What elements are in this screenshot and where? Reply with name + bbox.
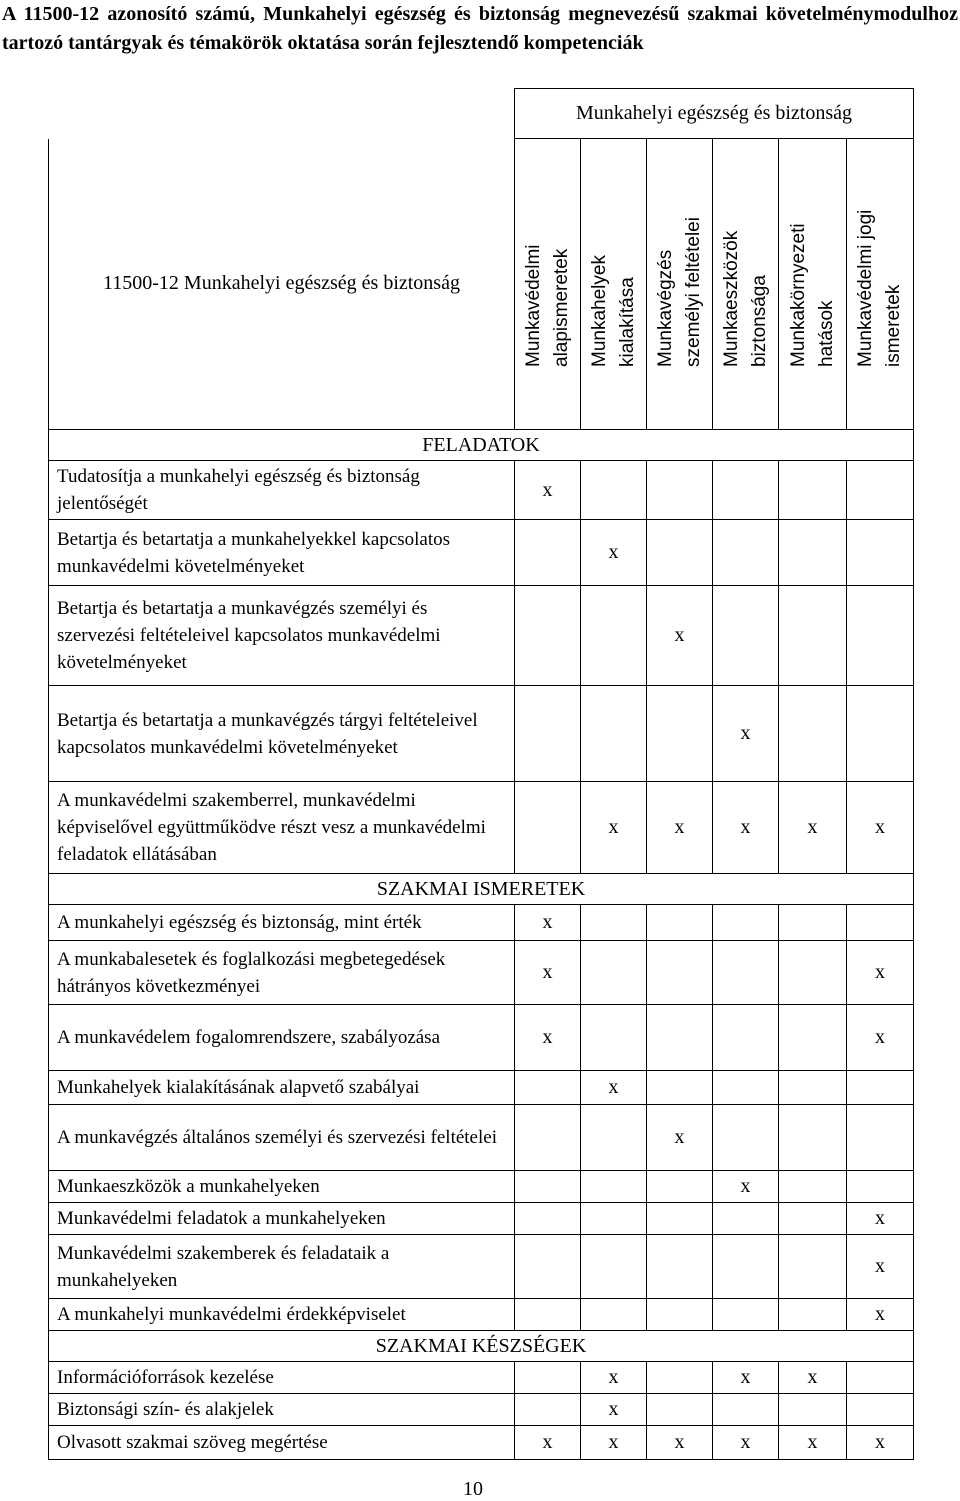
row-label: A munkavégzés általános személyi és szervezési feltételei [49,1105,515,1171]
column-header-2 [581,139,647,430]
section-header-row [49,430,914,461]
section-title: SZAKMAI KÉSZSÉGEK [49,1331,914,1362]
mark-cell [713,1071,779,1105]
mark-x: x [807,816,818,838]
mark-cell [647,520,713,586]
column-header-line: Munkavégzés [654,249,676,367]
mark-cell [647,461,713,520]
mark-cell [647,1071,713,1105]
mark-cell [847,586,914,686]
row-label: Munkahelyek kialakításának alapvető szabályai [49,1071,515,1105]
mark-x: x [875,1303,885,1325]
row-label: A munkahelyi egészség és biztonság, mint érték [49,905,515,941]
mark-cell [779,586,847,686]
column-header-6 [847,139,914,430]
mark-cell [515,1203,581,1235]
column-header-line: ismeretek [883,284,904,367]
column-header-3 [647,139,713,430]
mark-cell [847,1426,914,1460]
module-label: 11500-12 Munkahelyi egészség és biztonság [49,139,515,430]
row-label: Információforrások kezelése [49,1362,515,1394]
document-heading: A 11500-12 azonosító számú, Munkahelyi egészség és biztonság megnevezésű szakmai követelménymodulhoz tartozó tantárgyak és témakörök oktatása során fejlesztendő kompetenciák [2,3,958,54]
mark-cell [647,586,713,686]
mark-x: x [875,1026,885,1048]
mark-cell [647,1203,713,1235]
mark-x: x [608,1076,619,1098]
mark-cell [647,686,713,782]
mark-cell [713,686,779,782]
mark-cell [847,461,914,520]
competency-table [48,88,914,1460]
mark-cell [581,1005,647,1071]
mark-x: x [608,1398,619,1420]
table-row [49,1105,914,1171]
table-row [49,905,914,941]
table-row [49,1235,914,1299]
mark-cell [581,520,647,586]
table-row [49,1171,914,1203]
mark-cell [515,461,581,520]
page-number: 10 [463,1478,483,1500]
mark-cell [779,1235,847,1299]
mark-cell [779,461,847,520]
mark-x: x [740,1366,751,1388]
mark-x: x [740,816,751,838]
mark-x: x [740,1431,751,1453]
mark-cell [713,586,779,686]
mark-cell [647,1394,713,1426]
mark-cell [515,1171,581,1203]
mark-x: x [608,541,619,563]
mark-x: x [875,1431,885,1453]
mark-cell [779,1105,847,1171]
table-row [49,1005,914,1071]
mark-cell [713,1394,779,1426]
mark-cell [515,1362,581,1394]
mark-x: x [875,816,885,838]
mark-cell [581,1203,647,1235]
mark-cell [515,1394,581,1426]
mark-cell [515,1426,581,1460]
mark-x: x [674,1431,685,1453]
mark-cell [581,782,647,874]
section-header-row [49,1331,914,1362]
table-row [49,586,914,686]
row-label: Betartja és betartatja a munkahelyekkel kapcsolatos munkavédelmi követelményeket [49,520,515,586]
mark-cell [515,905,581,941]
mark-cell [847,1005,914,1071]
mark-cell [847,1235,914,1299]
table-row [49,1394,914,1426]
table-row [49,1203,914,1235]
mark-cell [713,782,779,874]
mark-cell [847,1362,914,1394]
table-row [49,1362,914,1394]
mark-cell [847,1105,914,1171]
mark-cell [847,1394,914,1426]
mark-x: x [807,1366,818,1388]
mark-x: x [674,624,685,646]
mark-x: x [875,1207,885,1229]
mark-cell [847,1299,914,1331]
mark-cell [779,1005,847,1071]
mark-cell [779,1299,847,1331]
row-label: Munkavédelmi feladatok a munkahelyeken [49,1203,515,1235]
mark-cell [713,905,779,941]
mark-cell [581,1299,647,1331]
column-header-line: kialakítása [616,277,638,367]
column-header-line: Munkaeszközök [720,230,742,367]
row-label: Munkavédelmi szakemberek és feladataik a munkahelyeken [49,1235,515,1299]
mark-cell [779,520,847,586]
mark-x: x [542,478,553,501]
mark-cell [713,461,779,520]
mark-cell [581,905,647,941]
group-title-row [49,89,914,139]
table-row [49,1299,914,1331]
mark-cell [779,782,847,874]
mark-cell [515,520,581,586]
mark-cell [847,905,914,941]
mark-x: x [542,1026,553,1048]
mark-cell [713,1005,779,1071]
mark-cell [647,1426,713,1460]
table-row [49,686,914,782]
mark-x: x [542,911,553,933]
mark-x: x [674,1126,685,1148]
mark-cell [647,782,713,874]
row-label: Tudatosítja a munkahelyi egészség és biztonság jelentőségét [49,461,515,520]
mark-cell [647,1235,713,1299]
mark-x: x [542,1431,553,1453]
mark-cell [713,1203,779,1235]
mark-x: x [807,1431,818,1453]
column-header-1 [515,139,581,430]
mark-cell [515,1235,581,1299]
mark-cell [647,1171,713,1203]
mark-cell [713,1105,779,1171]
mark-cell [515,941,581,1005]
group-title: Munkahelyi egészség és biztonság [515,89,914,139]
row-label: A munkavédelem fogalomrendszere, szabályozása [49,1005,515,1071]
mark-x: x [674,816,685,838]
mark-cell [779,905,847,941]
mark-cell [581,1362,647,1394]
mark-x: x [875,961,885,983]
mark-cell [779,941,847,1005]
mark-cell [713,1299,779,1331]
column-header-5 [779,139,847,430]
mark-cell [581,586,647,686]
mark-cell [647,1105,713,1171]
row-label: Betartja és betartatja a munkavégzés személyi és szervezési feltételeivel kapcsolatos munkavédelmi követelményeket [49,586,515,686]
mark-cell [581,461,647,520]
mark-x: x [875,1255,885,1277]
column-header-label [718,231,774,367]
mark-cell [581,686,647,782]
mark-cell [581,1426,647,1460]
mark-cell [515,782,581,874]
mark-cell [581,1235,647,1299]
row-label: Olvasott szakmai szöveg megértése [49,1426,515,1460]
column-header-label [785,223,841,367]
column-header-line: Munkavédelmi [522,244,544,367]
mark-x: x [740,722,751,744]
mark-cell [647,1005,713,1071]
mark-cell [581,1105,647,1171]
column-header-label [586,255,642,367]
column-header-label [520,245,576,368]
mark-cell [515,686,581,782]
mark-cell [779,1071,847,1105]
mark-cell [647,941,713,1005]
row-label: Betartja és betartatja a munkavégzés tárgyi feltételeivel kapcsolatos munkavédelmi követelményeket [49,686,515,782]
column-header-line: személyi feltételei [682,217,704,367]
column-header-label [652,217,708,367]
column-header-label [852,210,908,367]
mark-cell [581,1071,647,1105]
mark-cell [647,1299,713,1331]
mark-cell [847,686,914,782]
column-header-line: biztonsága [748,275,770,367]
table-row [49,782,914,874]
column-header-row [49,139,914,430]
table-row [49,461,914,520]
mark-cell [581,1171,647,1203]
section-title: SZAKMAI ISMERETEK [49,874,914,905]
section-title: FELADATOK [49,430,914,461]
mark-cell [779,1362,847,1394]
mark-x: x [608,1431,619,1453]
mark-cell [713,941,779,1005]
table-row [49,520,914,586]
mark-cell [515,1071,581,1105]
mark-cell [779,1171,847,1203]
row-label: A munkabalesetek és foglalkozási megbetegedések hátrányos következményei [49,941,515,1005]
mark-x: x [608,1366,619,1388]
mark-cell [847,941,914,1005]
mark-cell [515,1105,581,1171]
mark-cell [779,1394,847,1426]
mark-x: x [542,961,553,983]
mark-cell [779,686,847,782]
mark-cell [713,1171,779,1203]
mark-cell [581,941,647,1005]
mark-cell [515,1299,581,1331]
mark-cell [713,1235,779,1299]
mark-cell [713,520,779,586]
column-header-line: Munkavédelmi jogi [855,209,876,367]
section-header-row [49,874,914,905]
mark-cell [779,1426,847,1460]
mark-cell [515,1005,581,1071]
mark-cell [847,520,914,586]
row-label: A munkahelyi munkavédelmi érdekképviselet [49,1299,515,1331]
mark-x: x [740,1175,751,1197]
mark-cell [713,1362,779,1394]
table-row [49,941,914,1005]
table-row [49,1071,914,1105]
mark-cell [581,1394,647,1426]
mark-cell [713,1426,779,1460]
column-header-line: Munkahelyek [588,255,610,367]
row-label: A munkavédelmi szakemberrel, munkavédelmi képviselővel együttműködve részt vesz a munkavédelmi feladatok ellátásában [49,782,515,874]
mark-cell [847,782,914,874]
mark-cell [515,586,581,686]
mark-cell [779,1203,847,1235]
column-header-4 [713,139,779,430]
mark-x: x [608,816,619,838]
row-label: Munkaeszközök a munkahelyeken [49,1171,515,1203]
column-header-line: Munkakörnyezeti [787,223,809,367]
column-header-line: hatások [815,300,837,367]
column-header-line: alapismeretek [550,248,572,367]
mark-cell [647,1362,713,1394]
mark-cell [847,1203,914,1235]
table-row [49,1426,914,1460]
row-label: Biztonsági szín- és alakjelek [49,1394,515,1426]
mark-cell [847,1171,914,1203]
mark-cell [647,905,713,941]
mark-cell [847,1071,914,1105]
